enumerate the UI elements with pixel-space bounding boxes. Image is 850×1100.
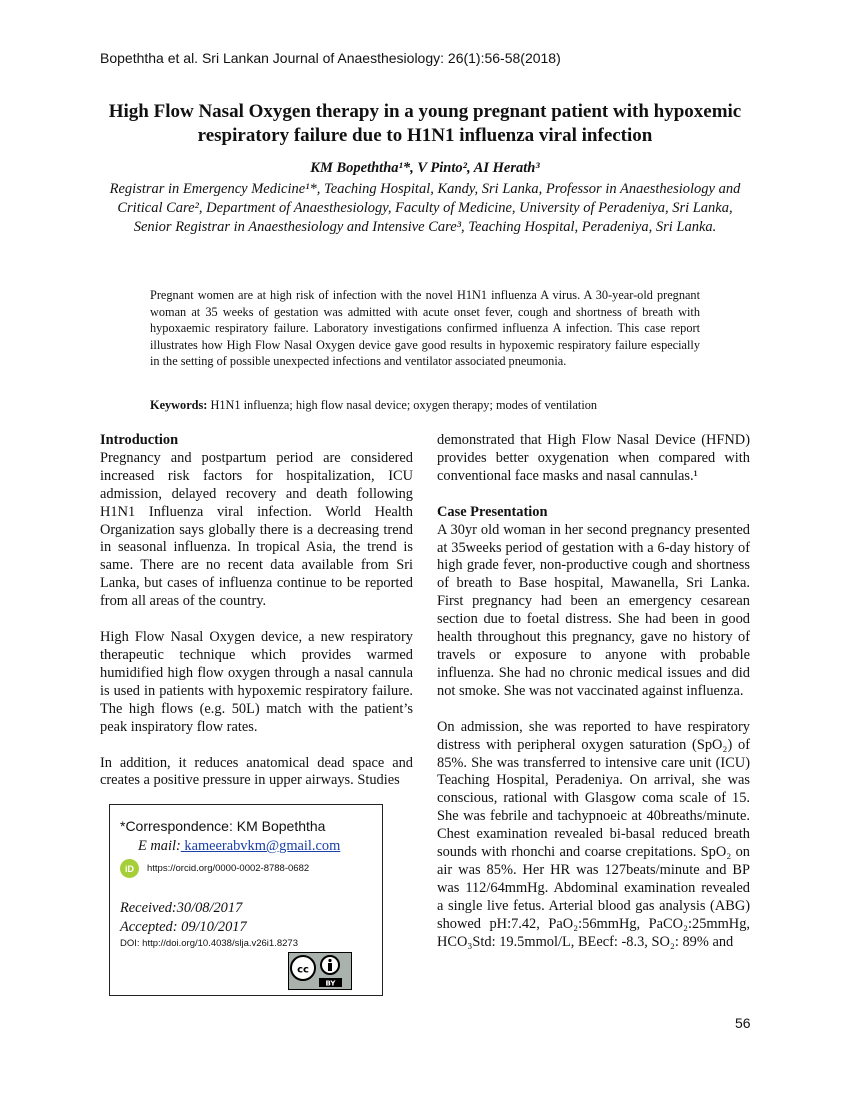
introduction-heading: Introduction: [100, 432, 179, 448]
intro-paragraph-1: Pregnancy and postpartum period are considered increased risk factors for hospitalization, ICU admission, delayed recovery and death following H1N1 Influenza viral infection. World Health Organization says globally there is a decreasing trend in seasonal influenza. In tropical Asia, the trend is same. There are no recent data available from Sri Lanka, but cases of influenza continue to be reported from all areas of the country.: [100, 449, 413, 610]
svg-text:cc: cc: [297, 964, 309, 976]
accepted-date: Accepted: 09/10/2017: [120, 919, 247, 935]
received-date: Received:30/08/2017: [120, 900, 243, 916]
dates: [120, 899, 247, 937]
email-line: E mail: kameerabvkm@gmail.com: [138, 838, 341, 854]
email-link[interactable]: kameerabvkm@gmail.com: [180, 838, 341, 854]
email-label: E mail: [138, 838, 176, 854]
correspondence-label: *Correspondence: KM Bopeththa: [120, 818, 326, 834]
keywords: [150, 398, 710, 413]
orcid-link[interactable]: https://orcid.org/0000-0002-8788-0682: [147, 863, 310, 874]
case-paragraph-1: A 30yr old woman in her second pregnancy presented at 35weeks period of gestation with a 6-day history of high grade fever, non-productive cough and shortness of breath to Base hospital, Mawanella, Sri Lanka. First pregnancy had been an emergency cesarean section due to foetal distress. She had been in good health throughout this pregnancy, gave no history of travels or exposure to anyone with probable influenza. She had no chronic medical issues and did not smoke. She was not vaccinated against influenza.: [437, 521, 750, 699]
case-paragraph-2: On admission, she was reported to have respiratory distress with peripheral oxygen saturation (SpO₂) of 85%. She was transferred to intensive care unit (ICU) Teaching Hospital, Peradeniya. On arrival, she was conscious, rational with Glasgow coma scale of 15. She was febrile and tachypnoeic at 40breaths/minute. Chest examination revealed bi-basal reduced breath sounds with rhonchi and coarse crepitations. SpO₂ on air was 85%. Her HR was 127beats/minute and BP was 112/64mmHg. Abdominal examination revealed a single live fetus. Arterial blood gas analysis (ABG) showed pH:7.42, PaO₂:56mmHg, PaCO₂:25mmHg, HCO₃Std: 19.5mmol/L, BEecf: -8.3, SO₂: 89% and: [437, 718, 750, 950]
keywords-label: Keywords:: [150, 398, 208, 412]
intro-continuation: demonstrated that High Flow Nasal Device (HFND) provides better oxygenation when compared with conventional face masks and nasal cannulas.¹: [437, 432, 750, 484]
author-list: KM Bopeththa¹*, V Pinto², AI Herath³: [310, 160, 540, 176]
license-label: BY: [325, 979, 336, 988]
right-column: [437, 432, 750, 951]
orcid-icon: iD: [120, 859, 139, 878]
left-column: [100, 432, 413, 790]
intro-paragraph-3: In addition, it reduces anatomical dead space and creates a positive pressure in upper airways. Studies: [100, 754, 413, 789]
article-title: High Flow Nasal Oxygen therapy in a young pregnant patient with hypoxemic respiratory failure due to H1N1 influenza viral infection: [108, 101, 742, 146]
journal-header: Bopeththa et al. Sri Lankan Journal of Anaesthesiology: 26(1):56-58(2018): [100, 50, 561, 66]
doi-link[interactable]: DOI: http://doi.org/10.4038/slja.v26i1.8273: [120, 938, 298, 949]
orcid-line: [120, 859, 309, 878]
cc-by-license-icon: [288, 952, 352, 990]
case-presentation-heading: Case Presentation: [437, 503, 548, 520]
intro-paragraph-2: High Flow Nasal Oxygen device, a new respiratory therapeutic technique which provides warmed humidified high flow oxygen through a nasal cannula is used in patients with hypoxemic respiratory failure. The high flows (e.g. 50L) match with the patient’s peak inspiratory flow rates.: [100, 629, 413, 735]
correspondence-box: [109, 804, 383, 996]
page-number: 56: [735, 1015, 751, 1031]
keywords-text: H1N1 influenza; high flow nasal device; oxygen therapy; modes of ventilation: [207, 398, 598, 412]
abstract: Pregnant women are at high risk of infection with the novel H1N1 influenza A virus. A 30-year-old pregnant woman at 35 weeks of gestation was admitted with acute onset fever, cough and shortness of breath with hypoxaemic respiratory failure. Laboratory investigations confirmed influenza A infection. This case report illustrates how High Flow Nasal Oxygen device gave good results in hypoxemic respiratory failure especially in the setting of possible unexpected infections and ventilator associated pneumonia.: [150, 288, 700, 368]
affiliations: Registrar in Emergency Medicine¹*, Teaching Hospital, Kandy, Sri Lanka, Professor in Anaesthesiology and Critical Care², Department of Anaesthesiology, Faculty of Medicine, University of Peradeniya, Sri Lanka, Senior Registrar in Anaesthesiology and Intensive Care³, Teaching Hospital, Peradeniya, Sri Lanka.: [109, 181, 741, 235]
